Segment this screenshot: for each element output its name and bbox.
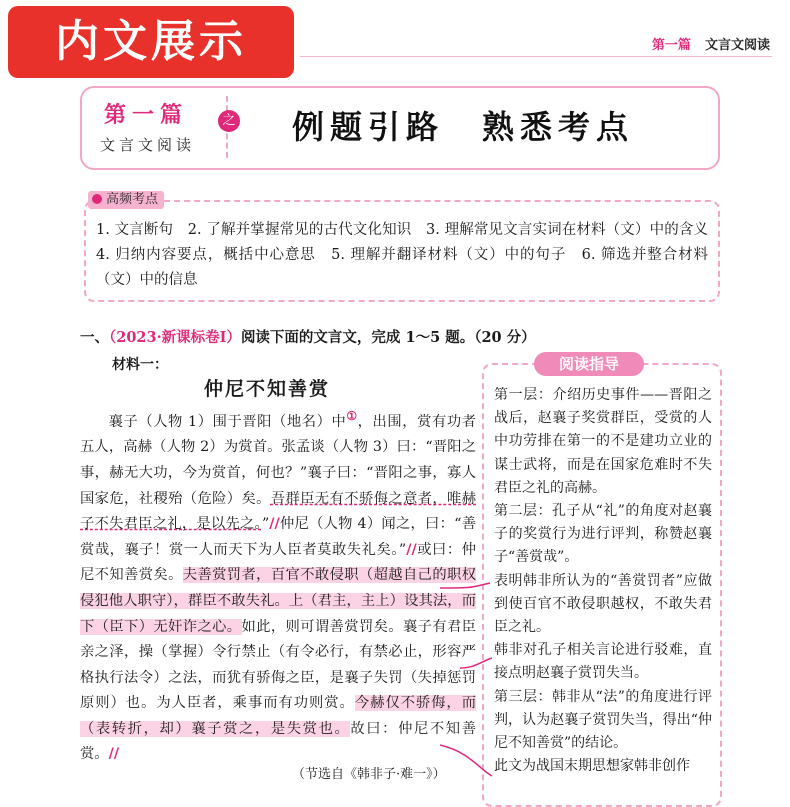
key-points-text: 1. 文言断句 2. 了解并掌握常见的古代文化知识 3. 理解常见文言实词在材料（文）中的含义 4. 归纳内容要点，概括中心意思 5. 理解并翻译材料（文）中的句子 6. 筛选并整合材料（文）中的信息: [96, 222, 723, 288]
running-head-section: 第一篇: [651, 38, 691, 53]
key-points-tag-label: 高频考点: [106, 192, 159, 207]
passage-sentence: 仲尼（人物 4）闻之，曰：“善赏哉，襄子！赏一人而天下为人臣者莫敢失礼矣。”: [80, 516, 476, 558]
layer-divider: //: [406, 541, 417, 558]
running-head-subtitle: 文言文阅读: [704, 38, 770, 53]
reading-guide-text: [494, 384, 712, 778]
underlined-sentence: 吾群臣无有不骄侮之意者，唯赫子不失君臣之礼，是以先之。: [80, 490, 477, 533]
passage-body: [80, 404, 476, 768]
question-header: [80, 326, 536, 347]
highlighted-sentence: 夫善赏罚者，百官不敢侵职（超越自己的职权侵犯他人职守），群臣不敢失礼。上（君主，主上）设其法，而下（臣下）无奸诈之心。: [80, 567, 476, 635]
chapter-part-label: 第一篇: [104, 102, 189, 128]
guide-paragraph: 第二层：孔子从“礼”的角度对赵襄子的奖赏行为进行评判，称赞赵襄子“善赏哉”。: [494, 503, 712, 566]
passage-sentence: 或曰：仲尼不知善赏矣。: [80, 541, 476, 584]
passage-sentence: ，出围，赏有功者五人，高赫（人物 2）为赏首。张孟谈（人物 3）曰：“晋阳之事，赫无大功，今为赏首，何也？”襄子曰：“晋阳之事，寡人国家危，社稷殆（危险）矣。: [80, 413, 477, 507]
passage-title: 仲尼不知善赏: [204, 378, 331, 400]
guide-paragraph: 第三层：韩非从“法”的角度进行评判，认为赵襄子赏罚失当，得出“仲尼不知善赏”的结论。: [494, 688, 712, 752]
question-number: 一、: [80, 329, 109, 346]
passage-paragraph: [80, 404, 476, 768]
layer-divider: //: [108, 746, 120, 763]
chapter-part-block: [90, 96, 228, 158]
guide-paragraph: 韩非对孔子相关言论进行驳难，直接点明赵襄子赏罚失当。: [494, 642, 712, 682]
highlighted-sentence: 今赫仅不骄侮，而（表转折，却）襄子赏之，是失赏也。: [80, 695, 477, 737]
footnote-marker: ①: [346, 409, 358, 423]
passage-sentence: 故曰：仲尼不知善赏。: [80, 720, 477, 763]
bullet-icon: [92, 194, 102, 204]
chapter-part-name: 文言文阅读: [100, 136, 196, 154]
question-source: （2023·新课标卷Ⅰ）: [109, 329, 241, 346]
layer-divider: //: [269, 516, 280, 533]
chapter-main-title: 例题引路 熟悉考点: [292, 108, 635, 146]
passage-sentence: ”: [261, 516, 270, 533]
header-rule: [300, 56, 772, 57]
running-head: [652, 34, 770, 53]
zhi-badge: 之: [218, 110, 240, 132]
passage-sentence: 如此，则可谓善赏罚矣。襄子有君臣亲之泽，操（掌握）令行禁止（有令必行，有禁必止，形容严格执行法令）之法，而犹有骄侮之臣，是襄子失罚（失掉惩罚原则）也。为人臣者，乘事而有功则赏。: [80, 618, 477, 712]
passage-source: （节选自《韩非子·难一》）: [292, 767, 446, 782]
chapter-title-box: [80, 86, 720, 170]
material-label: 材料一：: [112, 357, 168, 373]
passage-sentence: 襄子（人物 1）围于晋阳（地名）中: [108, 413, 347, 430]
guide-paragraph: 第一层：介绍历史事件——晋阳之战后，赵襄子奖赏群臣，受赏的人中功劳排在第一的不是建功立业的谋士武将，而是在国家危难时不失君臣之礼的高赫。: [494, 387, 712, 496]
guide-paragraph: 表明韩非所认为的“善赏罚者”应做到使百官不敢侵职越权，不敢失君臣之礼。: [494, 572, 712, 636]
question-instruction: 阅读下面的文言文，完成 1～5 题。（20 分）: [240, 329, 536, 346]
reading-guide-tag: 阅读指导: [534, 352, 644, 376]
key-points-tag: [88, 191, 164, 209]
guide-paragraph: 此文为战国末期思想家韩非创作: [494, 758, 690, 775]
promo-banner: 内文展示: [8, 6, 294, 78]
